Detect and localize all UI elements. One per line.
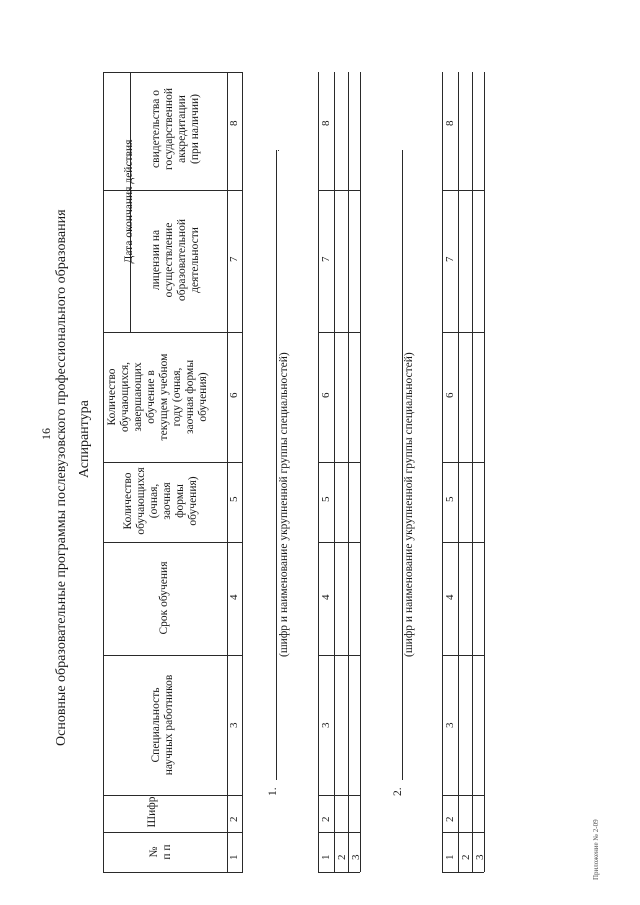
section-title: Аспирантура (77, 400, 92, 478)
colnum-6: 6 (228, 392, 240, 398)
header-certificate: свидетельства о государственной аккредитации (при наличии) (150, 88, 201, 170)
colnum-1: 1 (228, 854, 240, 860)
colnum-2: 2 (228, 816, 240, 822)
b2-colnum-8: 8 (444, 120, 456, 126)
b2-colnum-7: 7 (444, 256, 456, 262)
header-no: № п п (148, 844, 173, 860)
b2-colnum-2: 2 (444, 816, 456, 822)
footer-stamp: Приложение № 2-09 (592, 819, 600, 880)
colnum-3: 3 (228, 722, 240, 728)
header-code: Шифр (146, 796, 158, 828)
b2-colnum-6: 6 (444, 392, 456, 398)
b1-colnum-5: 5 (320, 496, 332, 502)
page-number: 16 (39, 428, 53, 440)
b1-rownum-1: 1 (320, 854, 332, 860)
page-title: Основные образовательные программы послевузовского профессионального образования (54, 209, 69, 746)
group-1-label: (шифр и наименование укрупненной группы специальностей) (278, 352, 290, 657)
b1-rownum-2: 2 (336, 854, 348, 860)
b2-colnum-4: 4 (444, 594, 456, 600)
b1-colnum-3: 3 (320, 722, 332, 728)
b1-colnum-2: 2 (320, 816, 332, 822)
b1-colnum-8: 8 (320, 120, 332, 126)
b2-rownum-1: 1 (444, 854, 456, 860)
header-specialty: Специальность научных работников (150, 674, 175, 776)
group-1-underline (276, 150, 277, 780)
b1-colnum-6: 6 (320, 392, 332, 398)
b1-rownum-3: 3 (350, 854, 362, 860)
header-expiry-group: Дата окончания действия (123, 139, 135, 264)
header-duration: Срок обучения (158, 561, 170, 635)
colnum-7: 7 (228, 256, 240, 262)
colnum-5: 5 (228, 496, 240, 502)
colnum-8: 8 (228, 120, 240, 126)
b1-colnum-4: 4 (320, 594, 332, 600)
group-2-number: 2. (392, 787, 404, 796)
header-license: лицензии на осуществление образовательной деятельности (150, 219, 201, 301)
b2-rownum-3: 3 (474, 854, 486, 860)
b2-colnum-5: 5 (444, 496, 456, 502)
b1-colnum-7: 7 (320, 256, 332, 262)
group-1-number: 1. (267, 787, 279, 796)
header-graduates: Количество обучающихся, завершающих обучение в текущем учебном году (очная, заочная формы обучения) (106, 353, 209, 441)
b2-rownum-2: 2 (460, 854, 472, 860)
group-2-label: (шифр и наименование укрупненной группы специальностей) (403, 352, 415, 657)
b2-colnum-3: 3 (444, 722, 456, 728)
header-students: Количество обучающихся (очная, заочная формы обучения) (122, 467, 199, 535)
colnum-4: 4 (228, 594, 240, 600)
